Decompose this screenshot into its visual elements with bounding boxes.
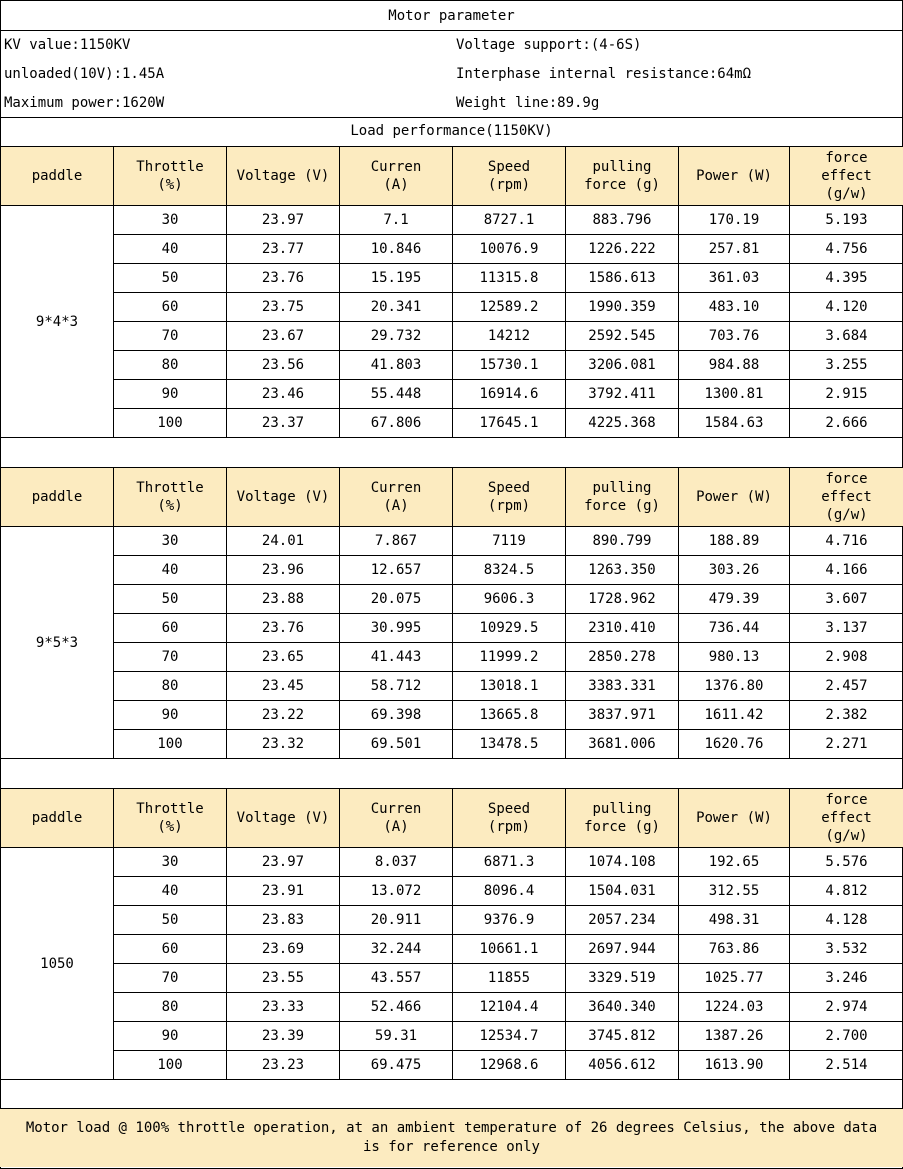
table-cell: 1376.80 (679, 672, 790, 701)
table-cell: 2592.545 (566, 322, 679, 351)
table-cell: 23.75 (227, 293, 340, 322)
table-cell: 361.03 (679, 264, 790, 293)
column-header-text: Speed (487, 159, 531, 175)
table-cell: 12.657 (340, 556, 453, 585)
table-cell: 30 (114, 527, 227, 556)
load-performance-title: Load performance(1150KV) (350, 123, 553, 139)
table-cell: 4.395 (790, 264, 903, 293)
column-header-force-effect (790, 147, 903, 206)
table-cell: 4.756 (790, 235, 903, 264)
table-row (1, 1022, 903, 1051)
table-header-row (1, 147, 903, 206)
table-cell: 4.716 (790, 527, 903, 556)
column-header-text: Voltage (V) (236, 810, 330, 826)
column-header-text: Speed (487, 480, 531, 496)
table-row (1, 877, 903, 906)
table-cell: 7119 (453, 527, 566, 556)
table-cell: 12589.2 (453, 293, 566, 322)
table-cell: 80 (114, 351, 227, 380)
table-cell: 15730.1 (453, 351, 566, 380)
table-cell: 40 (114, 235, 227, 264)
table-row (1, 993, 903, 1022)
table-cell: 3792.411 (566, 380, 679, 409)
table-cell: 2.271 (790, 730, 903, 759)
table-row (1, 527, 903, 556)
table-cell: 3206.081 (566, 351, 679, 380)
table-row (1, 848, 903, 877)
column-header-text: Power (W) (696, 168, 772, 184)
table-cell: 1387.26 (679, 1022, 790, 1051)
table-cell: 188.89 (679, 527, 790, 556)
table-cell: 69.501 (340, 730, 453, 759)
column-header-text: (rpm) (487, 498, 531, 514)
table-cell: 23.97 (227, 206, 340, 235)
paddle-cell: 9*4*3 (1, 206, 114, 438)
column-header-voltage (227, 147, 340, 206)
table-cell: 483.10 (679, 293, 790, 322)
table-row (1, 322, 903, 351)
column-header-text: Curren (370, 801, 422, 817)
column-header-text: force (g) (584, 177, 660, 193)
table-cell: 883.796 (566, 206, 679, 235)
table-cell: 100 (114, 730, 227, 759)
table-cell: 23.55 (227, 964, 340, 993)
table-cell: 2697.944 (566, 935, 679, 964)
table-cell: 5.193 (790, 206, 903, 235)
table-cell: 4056.612 (566, 1051, 679, 1080)
table-cell: 69.398 (340, 701, 453, 730)
table-cell: 23.65 (227, 643, 340, 672)
table-row (1, 409, 903, 438)
table-cell: 1611.42 (679, 701, 790, 730)
table-cell: 3.532 (790, 935, 903, 964)
table-cell: 11855 (453, 964, 566, 993)
table-row (1, 585, 903, 614)
column-header-speed (453, 147, 566, 206)
table-cell: 4.166 (790, 556, 903, 585)
spec-kv: KV value:1150KV (4, 37, 131, 53)
table-header-row (1, 468, 903, 527)
column-header-text: pulling (592, 480, 652, 496)
table-cell: 2.514 (790, 1051, 903, 1080)
spec-resistance: Interphase internal resistance:64mΩ (456, 66, 752, 82)
column-header-text: (g/w) (825, 186, 868, 202)
table-cell: 1620.76 (679, 730, 790, 759)
table-row (1, 206, 903, 235)
column-header-voltage (227, 789, 340, 848)
column-header-pulling-force (566, 147, 679, 206)
table-cell: 3.255 (790, 351, 903, 380)
table-cell: 6871.3 (453, 848, 566, 877)
table-cell: 1300.81 (679, 380, 790, 409)
table-cell: 170.19 (679, 206, 790, 235)
table-cell: 7.867 (340, 527, 453, 556)
table-cell: 23.37 (227, 409, 340, 438)
column-header-power (679, 147, 790, 206)
column-header-text: (A) (383, 819, 409, 835)
table-cell: 23.45 (227, 672, 340, 701)
table-cell: 11315.8 (453, 264, 566, 293)
table-cell: 32.244 (340, 935, 453, 964)
table-cell: 12104.4 (453, 993, 566, 1022)
table-cell: 5.576 (790, 848, 903, 877)
table-row (1, 351, 903, 380)
table-cell: 50 (114, 585, 227, 614)
table-cell: 10.846 (340, 235, 453, 264)
table-cell: 4.120 (790, 293, 903, 322)
column-header-text: Throttle (136, 159, 204, 175)
table-cell: 3681.006 (566, 730, 679, 759)
footer-note-text: Motor load @ 100% throttle operation, at an ambient temperature of 26 degrees Celsius, the above data is for reference only (25, 1120, 878, 1155)
table-cell: 13665.8 (453, 701, 566, 730)
table-row (1, 935, 903, 964)
table-cell: 3745.812 (566, 1022, 679, 1051)
table-cell: 1226.222 (566, 235, 679, 264)
table-cell: 13478.5 (453, 730, 566, 759)
table-cell: 763.86 (679, 935, 790, 964)
table-cell: 9606.3 (453, 585, 566, 614)
table-cell: 8727.1 (453, 206, 566, 235)
column-header-text: (g/w) (825, 828, 868, 844)
column-header-text: effect (821, 168, 872, 184)
table-cell: 23.39 (227, 1022, 340, 1051)
column-header-text: (A) (383, 498, 409, 514)
column-header-voltage (227, 468, 340, 527)
perf-table-block-1 (0, 146, 903, 438)
column-header-power (679, 789, 790, 848)
table-cell: 23.46 (227, 380, 340, 409)
table-cell: 2057.234 (566, 906, 679, 935)
table-cell: 13018.1 (453, 672, 566, 701)
table-row (1, 672, 903, 701)
table-cell: 41.803 (340, 351, 453, 380)
table-cell: 4.812 (790, 877, 903, 906)
table-cell: 1025.77 (679, 964, 790, 993)
table-cell: 23.76 (227, 614, 340, 643)
table-cell: 2.908 (790, 643, 903, 672)
table-cell: 23.33 (227, 993, 340, 1022)
table-cell: 40 (114, 556, 227, 585)
table-cell: 498.31 (679, 906, 790, 935)
column-header-text: Power (W) (696, 810, 772, 826)
table-cell: 80 (114, 993, 227, 1022)
table-cell: 10929.5 (453, 614, 566, 643)
table-cell: 90 (114, 701, 227, 730)
table-cell: 23.96 (227, 556, 340, 585)
table-cell: 52.466 (340, 993, 453, 1022)
table-cell: 1584.63 (679, 409, 790, 438)
table-row (1, 643, 903, 672)
column-header-force-effect (790, 789, 903, 848)
table-cell: 30 (114, 206, 227, 235)
table-cell: 984.88 (679, 351, 790, 380)
table-cell: 30 (114, 848, 227, 877)
table-cell: 3.607 (790, 585, 903, 614)
table-row (1, 264, 903, 293)
table-row (1, 701, 903, 730)
column-header-text: Voltage (V) (236, 168, 330, 184)
table-cell: 3329.519 (566, 964, 679, 993)
column-header-text: pulling (592, 801, 652, 817)
table-cell: 3.246 (790, 964, 903, 993)
column-header-pulling-force (566, 789, 679, 848)
table-cell: 890.799 (566, 527, 679, 556)
table-cell: 50 (114, 264, 227, 293)
table-cell: 15.195 (340, 264, 453, 293)
column-header-text: force (825, 792, 868, 808)
table-cell: 9376.9 (453, 906, 566, 935)
column-header-throttle (114, 147, 227, 206)
column-header-text: force (g) (584, 498, 660, 514)
column-header-current (340, 147, 453, 206)
table-cell: 23.23 (227, 1051, 340, 1080)
paddle-cell: 1050 (1, 848, 114, 1080)
perf-table (0, 467, 903, 759)
table-row (1, 730, 903, 759)
table-cell: 1586.613 (566, 264, 679, 293)
table-cell: 10661.1 (453, 935, 566, 964)
column-header-text: paddle (31, 168, 83, 184)
perf-table-block-3 (0, 788, 903, 1080)
column-header-pulling-force (566, 468, 679, 527)
table-cell: 90 (114, 1022, 227, 1051)
table-cell: 8096.4 (453, 877, 566, 906)
table-cell: 55.448 (340, 380, 453, 409)
table-cell: 20.341 (340, 293, 453, 322)
column-header-text: force (825, 150, 868, 166)
table-cell: 12968.6 (453, 1051, 566, 1080)
column-header-text: (g/w) (825, 507, 868, 523)
table-row (1, 235, 903, 264)
table-cell: 2.382 (790, 701, 903, 730)
column-header-paddle (1, 468, 114, 527)
column-header-text: paddle (31, 489, 83, 505)
table-cell: 16914.6 (453, 380, 566, 409)
table-cell: 100 (114, 409, 227, 438)
column-header-text: pulling (592, 159, 652, 175)
column-header-text: Curren (370, 480, 422, 496)
column-header-text: (%) (157, 819, 183, 835)
table-cell: 43.557 (340, 964, 453, 993)
table-cell: 59.31 (340, 1022, 453, 1051)
footer-note (0, 1108, 903, 1167)
column-header-text: Speed (487, 801, 531, 817)
table-row (1, 1051, 903, 1080)
table-cell: 479.39 (679, 585, 790, 614)
table-cell: 70 (114, 643, 227, 672)
table-cell: 2.974 (790, 993, 903, 1022)
table-cell: 67.806 (340, 409, 453, 438)
table-row (1, 906, 903, 935)
column-header-text: (A) (383, 177, 409, 193)
table-cell: 23.91 (227, 877, 340, 906)
column-header-speed (453, 789, 566, 848)
table-cell: 312.55 (679, 877, 790, 906)
table-cell: 2310.410 (566, 614, 679, 643)
table-cell: 1504.031 (566, 877, 679, 906)
perf-table (0, 788, 903, 1080)
table-cell: 192.65 (679, 848, 790, 877)
spec-voltage-support: Voltage support:(4-6S) (456, 37, 642, 53)
table-cell: 13.072 (340, 877, 453, 906)
table-cell: 29.732 (340, 322, 453, 351)
table-cell: 70 (114, 322, 227, 351)
table-cell: 12534.7 (453, 1022, 566, 1051)
table-cell: 23.69 (227, 935, 340, 964)
table-cell: 80 (114, 672, 227, 701)
column-header-text: effect (821, 489, 872, 505)
table-cell: 3837.971 (566, 701, 679, 730)
column-header-current (340, 789, 453, 848)
table-cell: 24.01 (227, 527, 340, 556)
column-header-power (679, 468, 790, 527)
table-cell: 41.443 (340, 643, 453, 672)
column-header-text: Voltage (V) (236, 489, 330, 505)
table-cell: 11999.2 (453, 643, 566, 672)
table-cell: 90 (114, 380, 227, 409)
column-header-text: (%) (157, 498, 183, 514)
table-cell: 2.666 (790, 409, 903, 438)
column-header-throttle (114, 468, 227, 527)
table-cell: 3383.331 (566, 672, 679, 701)
spec-weight: Weight line:89.9g (456, 95, 600, 111)
table-cell: 23.83 (227, 906, 340, 935)
table-cell: 1224.03 (679, 993, 790, 1022)
spec-max-power: Maximum power:1620W (4, 95, 165, 111)
table-cell: 14212 (453, 322, 566, 351)
table-cell: 30.995 (340, 614, 453, 643)
table-cell: 736.44 (679, 614, 790, 643)
table-cell: 50 (114, 906, 227, 935)
table-cell: 3.684 (790, 322, 903, 351)
table-cell: 1613.90 (679, 1051, 790, 1080)
column-header-text: paddle (31, 810, 83, 826)
table-cell: 23.88 (227, 585, 340, 614)
table-cell: 2.457 (790, 672, 903, 701)
table-row (1, 614, 903, 643)
perf-table-block-2 (0, 467, 903, 759)
table-cell: 1263.350 (566, 556, 679, 585)
table-cell: 2.915 (790, 380, 903, 409)
table-cell: 23.77 (227, 235, 340, 264)
column-header-throttle (114, 789, 227, 848)
column-header-text: force (825, 471, 868, 487)
table-cell: 8324.5 (453, 556, 566, 585)
table-header-row (1, 789, 903, 848)
column-header-force-effect (790, 468, 903, 527)
column-header-current (340, 468, 453, 527)
divider (0, 30, 903, 31)
perf-table (0, 146, 903, 438)
table-cell: 100 (114, 1051, 227, 1080)
table-cell: 60 (114, 293, 227, 322)
column-header-text: Throttle (136, 480, 204, 496)
column-header-text: effect (821, 810, 872, 826)
table-cell: 257.81 (679, 235, 790, 264)
table-cell: 8.037 (340, 848, 453, 877)
table-cell: 60 (114, 935, 227, 964)
table-cell: 23.22 (227, 701, 340, 730)
table-cell: 70 (114, 964, 227, 993)
column-header-speed (453, 468, 566, 527)
table-cell: 7.1 (340, 206, 453, 235)
table-cell: 980.13 (679, 643, 790, 672)
table-cell: 2.700 (790, 1022, 903, 1051)
table-cell: 23.76 (227, 264, 340, 293)
spec-unloaded: unloaded(10V):1.45A (4, 66, 165, 82)
table-cell: 3.137 (790, 614, 903, 643)
table-cell: 40 (114, 877, 227, 906)
table-cell: 1990.359 (566, 293, 679, 322)
table-row (1, 293, 903, 322)
column-header-text: Curren (370, 159, 422, 175)
table-cell: 1074.108 (566, 848, 679, 877)
column-header-text: force (g) (584, 819, 660, 835)
table-cell: 23.97 (227, 848, 340, 877)
table-cell: 4.128 (790, 906, 903, 935)
table-cell: 10076.9 (453, 235, 566, 264)
table-cell: 17645.1 (453, 409, 566, 438)
table-cell: 58.712 (340, 672, 453, 701)
table-cell: 703.76 (679, 322, 790, 351)
table-cell: 2850.278 (566, 643, 679, 672)
table-row (1, 964, 903, 993)
column-header-paddle (1, 789, 114, 848)
column-header-text: Power (W) (696, 489, 772, 505)
table-cell: 303.26 (679, 556, 790, 585)
table-cell: 3640.340 (566, 993, 679, 1022)
table-cell: 1728.962 (566, 585, 679, 614)
column-header-text: (%) (157, 177, 183, 193)
motor-parameter-title: Motor parameter (388, 8, 515, 24)
table-cell: 23.32 (227, 730, 340, 759)
table-row (1, 556, 903, 585)
table-cell: 23.67 (227, 322, 340, 351)
table-cell: 60 (114, 614, 227, 643)
table-cell: 20.911 (340, 906, 453, 935)
paddle-cell: 9*5*3 (1, 527, 114, 759)
table-cell: 4225.368 (566, 409, 679, 438)
column-header-paddle (1, 147, 114, 206)
table-row (1, 380, 903, 409)
column-header-text: (rpm) (487, 177, 531, 193)
table-cell: 69.475 (340, 1051, 453, 1080)
column-header-text: Throttle (136, 801, 204, 817)
column-header-text: (rpm) (487, 819, 531, 835)
table-cell: 23.56 (227, 351, 340, 380)
table-cell: 20.075 (340, 585, 453, 614)
